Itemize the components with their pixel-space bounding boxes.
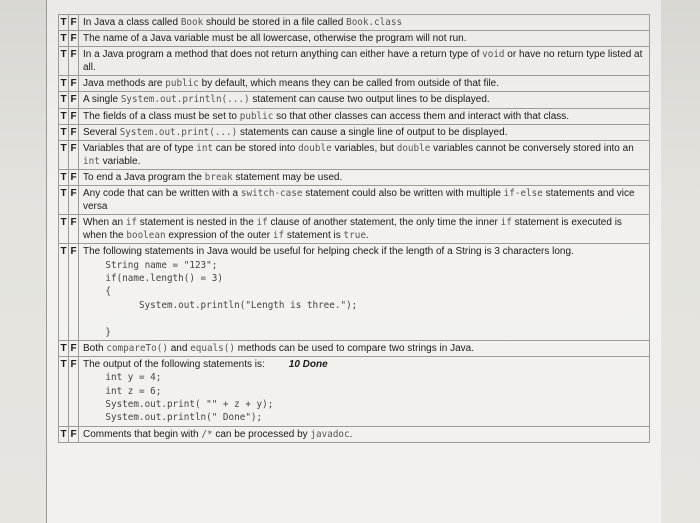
code-snippet: String name = "123"; if(name.length() = 3) { System.out.println("Length is three."); }	[105, 259, 358, 338]
true-option[interactable]: T	[59, 124, 69, 140]
false-option[interactable]: F	[69, 124, 79, 140]
true-option[interactable]: T	[59, 47, 69, 76]
true-option[interactable]: T	[59, 215, 69, 244]
code-snippet: int y = 4; int z = 6; System.out.print( "" + z + y); System.out.println(" Done");	[105, 372, 274, 424]
question-row-3	[59, 47, 650, 76]
expected-output: 10 Done	[288, 359, 328, 371]
true-option[interactable]: T	[59, 426, 69, 442]
false-option[interactable]: F	[69, 47, 79, 76]
question-text: The fields of a class must be set to public so that other classes can access them and interact with that class.	[79, 108, 650, 124]
true-false-table	[58, 14, 650, 443]
question-row-12	[59, 244, 650, 341]
question-text: To end a Java program the break statement may be used.	[79, 169, 650, 185]
question-row-15	[59, 426, 650, 442]
question-text: The name of a Java variable must be all lowercase, otherwise the program will not run.	[79, 31, 650, 47]
true-option[interactable]: T	[59, 76, 69, 92]
question-text: Any code that can be written with a switch-case statement could also be written with multiple if-else statements and vice versa	[79, 186, 650, 215]
false-option[interactable]: F	[69, 15, 79, 31]
false-option[interactable]: F	[69, 31, 79, 47]
false-option[interactable]: F	[69, 426, 79, 442]
question-row-11	[59, 215, 650, 244]
question-row-14	[59, 357, 650, 427]
question-text: Several System.out.print(...) statements can cause a single line of output to be displayed.	[79, 124, 650, 140]
question-row-5	[59, 92, 650, 108]
true-option[interactable]: T	[59, 15, 69, 31]
true-option[interactable]: T	[59, 140, 69, 169]
false-option[interactable]: F	[69, 108, 79, 124]
question-row-7	[59, 124, 650, 140]
false-option[interactable]: F	[69, 169, 79, 185]
true-option[interactable]: T	[59, 244, 69, 341]
true-option[interactable]: T	[59, 108, 69, 124]
question-text: Both compareTo() and equals() methods can be used to compare two strings in Java.	[79, 340, 650, 356]
question-row-6	[59, 108, 650, 124]
true-option[interactable]: T	[59, 340, 69, 356]
true-option[interactable]: T	[59, 357, 69, 427]
question-row-13	[59, 340, 650, 356]
true-option[interactable]: T	[59, 31, 69, 47]
question-text: When an if statement is nested in the if clause of another statement, the only time the inner if statement is executed is when the boolean expression of the outer if statement is true.	[79, 215, 650, 244]
true-option[interactable]: T	[59, 186, 69, 215]
false-option[interactable]: F	[69, 340, 79, 356]
question-row-1	[59, 15, 650, 31]
question-row-4	[59, 76, 650, 92]
question-row-10	[59, 186, 650, 215]
false-option[interactable]: F	[69, 186, 79, 215]
true-option[interactable]: T	[59, 169, 69, 185]
question-text: The following statements in Java would be useful for helping check if the length of a String is 3 characters long. String name = "123"; if(name.length() = 3) { System.out.println("Length is three."); }	[79, 244, 650, 341]
question-row-8	[59, 140, 650, 169]
question-text: Java methods are public by default, which means they can be called from outside of that file.	[79, 76, 650, 92]
false-option[interactable]: F	[69, 244, 79, 341]
question-row-2	[59, 31, 650, 47]
false-option[interactable]: F	[69, 215, 79, 244]
false-option[interactable]: F	[69, 140, 79, 169]
question-row-9	[59, 169, 650, 185]
question-text: The output of the following statements is: 10 Done int y = 4; int z = 6; System.out.print( "" + z + y); System.out.println(" Done");	[79, 357, 650, 427]
true-option[interactable]: T	[59, 92, 69, 108]
question-text: A single System.out.println(...) statement can cause two output lines to be displayed.	[79, 92, 650, 108]
false-option[interactable]: F	[69, 92, 79, 108]
false-option[interactable]: F	[69, 357, 79, 427]
question-text: In a Java program a method that does not return anything can either have a return type of void or have no return type listed at all.	[79, 47, 650, 76]
false-option[interactable]: F	[69, 76, 79, 92]
question-text: In Java a class called Book should be stored in a file called Book.class	[79, 15, 650, 31]
question-text: Variables that are of type int can be stored into double variables, but double variables cannot be conversely stored into an int variable.	[79, 140, 650, 169]
question-text: Comments that begin with /* can be processed by javadoc.	[79, 426, 650, 442]
